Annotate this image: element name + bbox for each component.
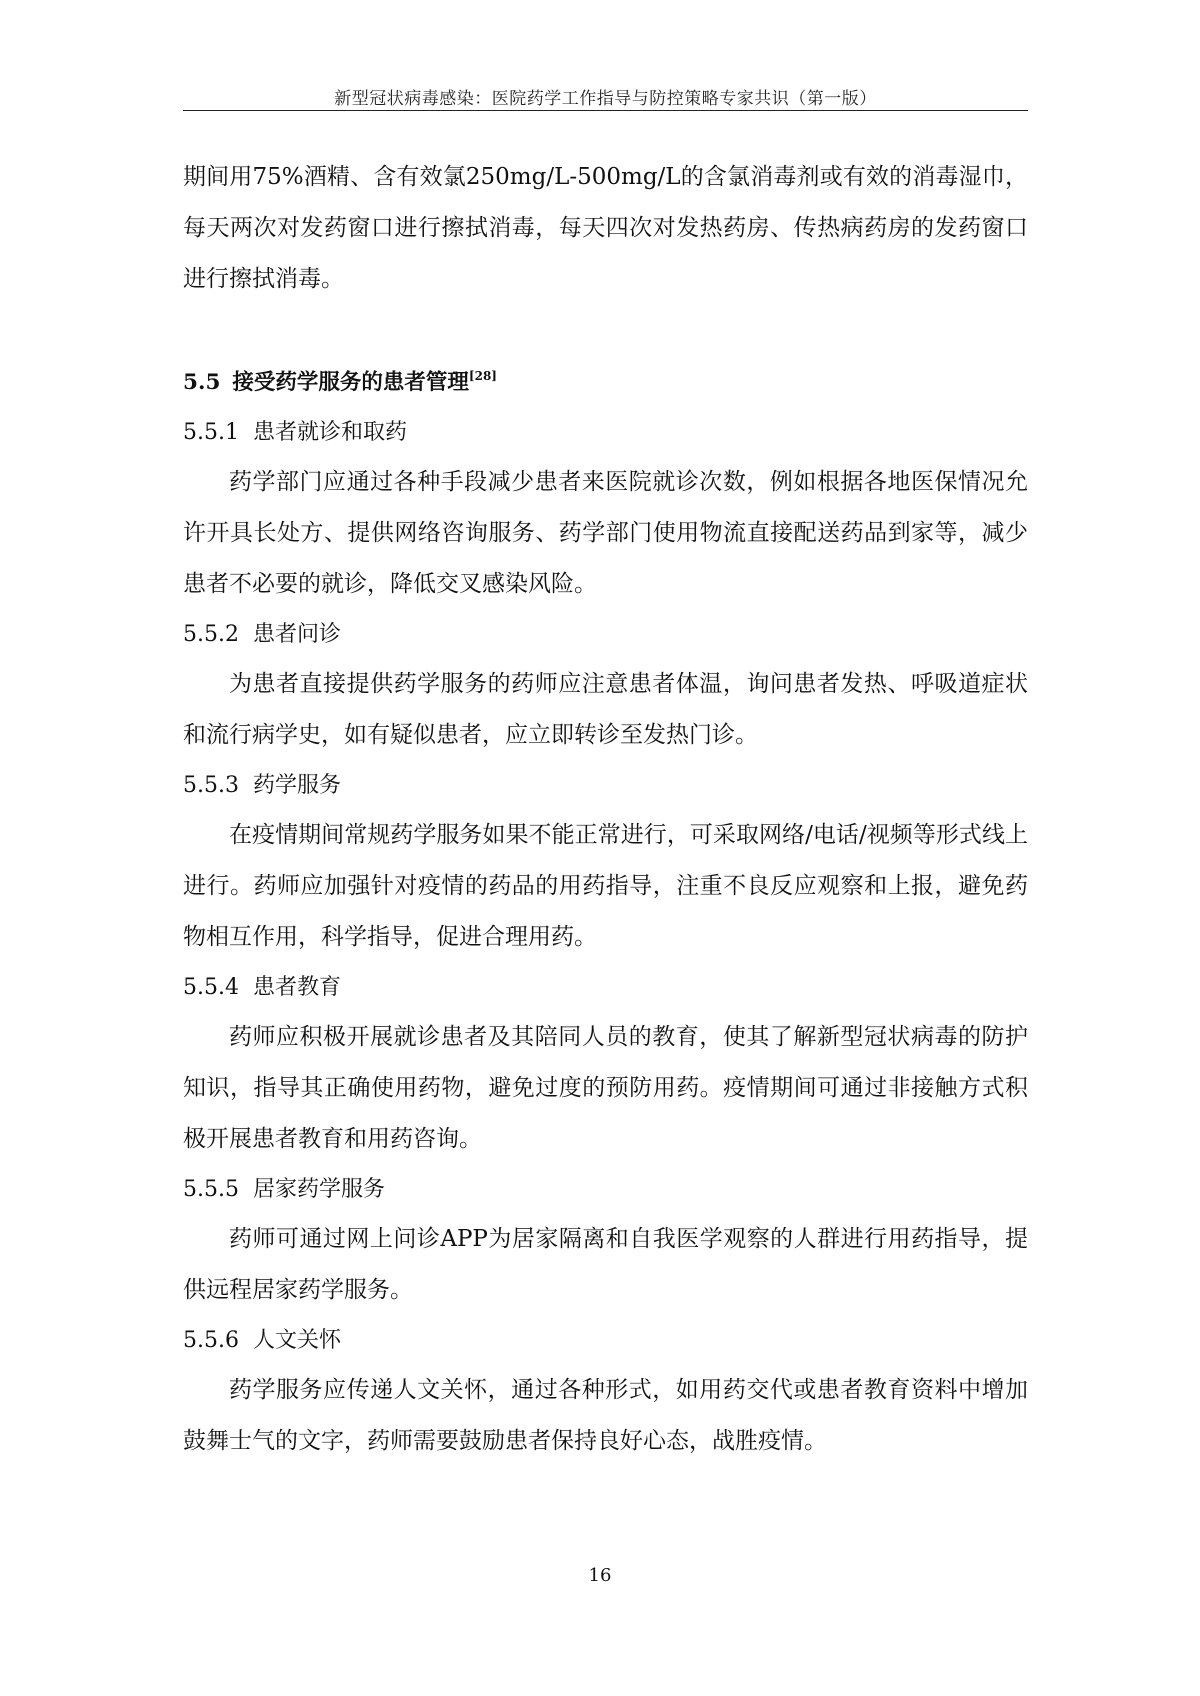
subsection-title: 患者问诊 bbox=[252, 622, 341, 647]
subsection-title: 患者就诊和取药 bbox=[252, 420, 407, 445]
subsection-body: 药师可通过网上问诊APP为居家隔离和自我医学观察的人群进行用药指导，提供远程居家药学服务。 bbox=[183, 1226, 1028, 1303]
subsection-heading bbox=[183, 610, 1028, 659]
subsection-title: 居家药学服务 bbox=[252, 1177, 385, 1202]
page-content bbox=[183, 152, 1028, 1467]
section-heading bbox=[183, 357, 1028, 408]
section-citation: [28] bbox=[468, 369, 497, 383]
subsection-title: 患者教育 bbox=[252, 975, 341, 1000]
subsection-heading bbox=[183, 408, 1028, 457]
running-header: 新型冠状病毒感染：医院药学工作指导与防控策略专家共识（第一版） bbox=[334, 89, 877, 109]
subsection-body: 药学部门应通过各种手段减少患者来医院就诊次数，例如根据各地医保情况允许开具长处方、提供网络咨询服务、药学部门使用物流直接配送药品到家等，减少患者不必要的就诊，降低交叉感染风险。 bbox=[183, 469, 1028, 597]
subsection-heading bbox=[183, 761, 1028, 810]
intro-paragraph: 期间用75%酒精、含有效氯250mg/L-500mg/L的含氯消毒剂或有效的消毒湿巾，每天两次对发药窗口进行擦拭消毒，每天四次对发热药房、传热病药房的发药窗口进行擦拭消毒。 bbox=[183, 164, 1028, 292]
subsection-number: 5.5.3 bbox=[183, 773, 239, 798]
section-number: 5.5 bbox=[183, 370, 221, 395]
section-title: 接受药学服务的患者管理 bbox=[232, 370, 469, 395]
subsection-heading bbox=[183, 1165, 1028, 1214]
subsection-heading bbox=[183, 963, 1028, 1012]
subsection-number: 5.5.4 bbox=[183, 975, 239, 1000]
subsection-body: 在疫情期间常规药学服务如果不能正常进行，可采取网络/电话/视频等形式线上进行。药师应加强针对疫情的药品的用药指导，注重不良反应观察和上报，避免药物相互作用，科学指导，促进合理用药。 bbox=[183, 822, 1028, 950]
subsection-heading bbox=[183, 1316, 1028, 1365]
subsection-title: 药学服务 bbox=[252, 773, 341, 798]
subsection-body: 药师应积极开展就诊患者及其陪同人员的教育，使其了解新型冠状病毒的防护知识，指导其正确使用药物，避免过度的预防用药。疫情期间可通过非接触方式积极开展患者教育和用药咨询。 bbox=[183, 1024, 1028, 1152]
header-rule bbox=[183, 110, 1028, 111]
subsection-number: 5.5.6 bbox=[183, 1328, 239, 1353]
subsection-number: 5.5.1 bbox=[183, 420, 239, 445]
subsection-number: 5.5.2 bbox=[183, 622, 239, 647]
subsection-body: 为患者直接提供药学服务的药师应注意患者体温，询问患者发热、呼吸道症状和流行病学史，如有疑似患者，应立即转诊至发热门诊。 bbox=[183, 671, 1028, 748]
subsection-number: 5.5.5 bbox=[183, 1177, 239, 1202]
page-number: 16 bbox=[588, 1565, 612, 1586]
subsection-title: 人文关怀 bbox=[252, 1328, 341, 1353]
subsection-body: 药学服务应传递人文关怀，通过各种形式，如用药交代或患者教育资料中增加鼓舞士气的文字，药师需要鼓励患者保持良好心态，战胜疫情。 bbox=[183, 1377, 1028, 1454]
